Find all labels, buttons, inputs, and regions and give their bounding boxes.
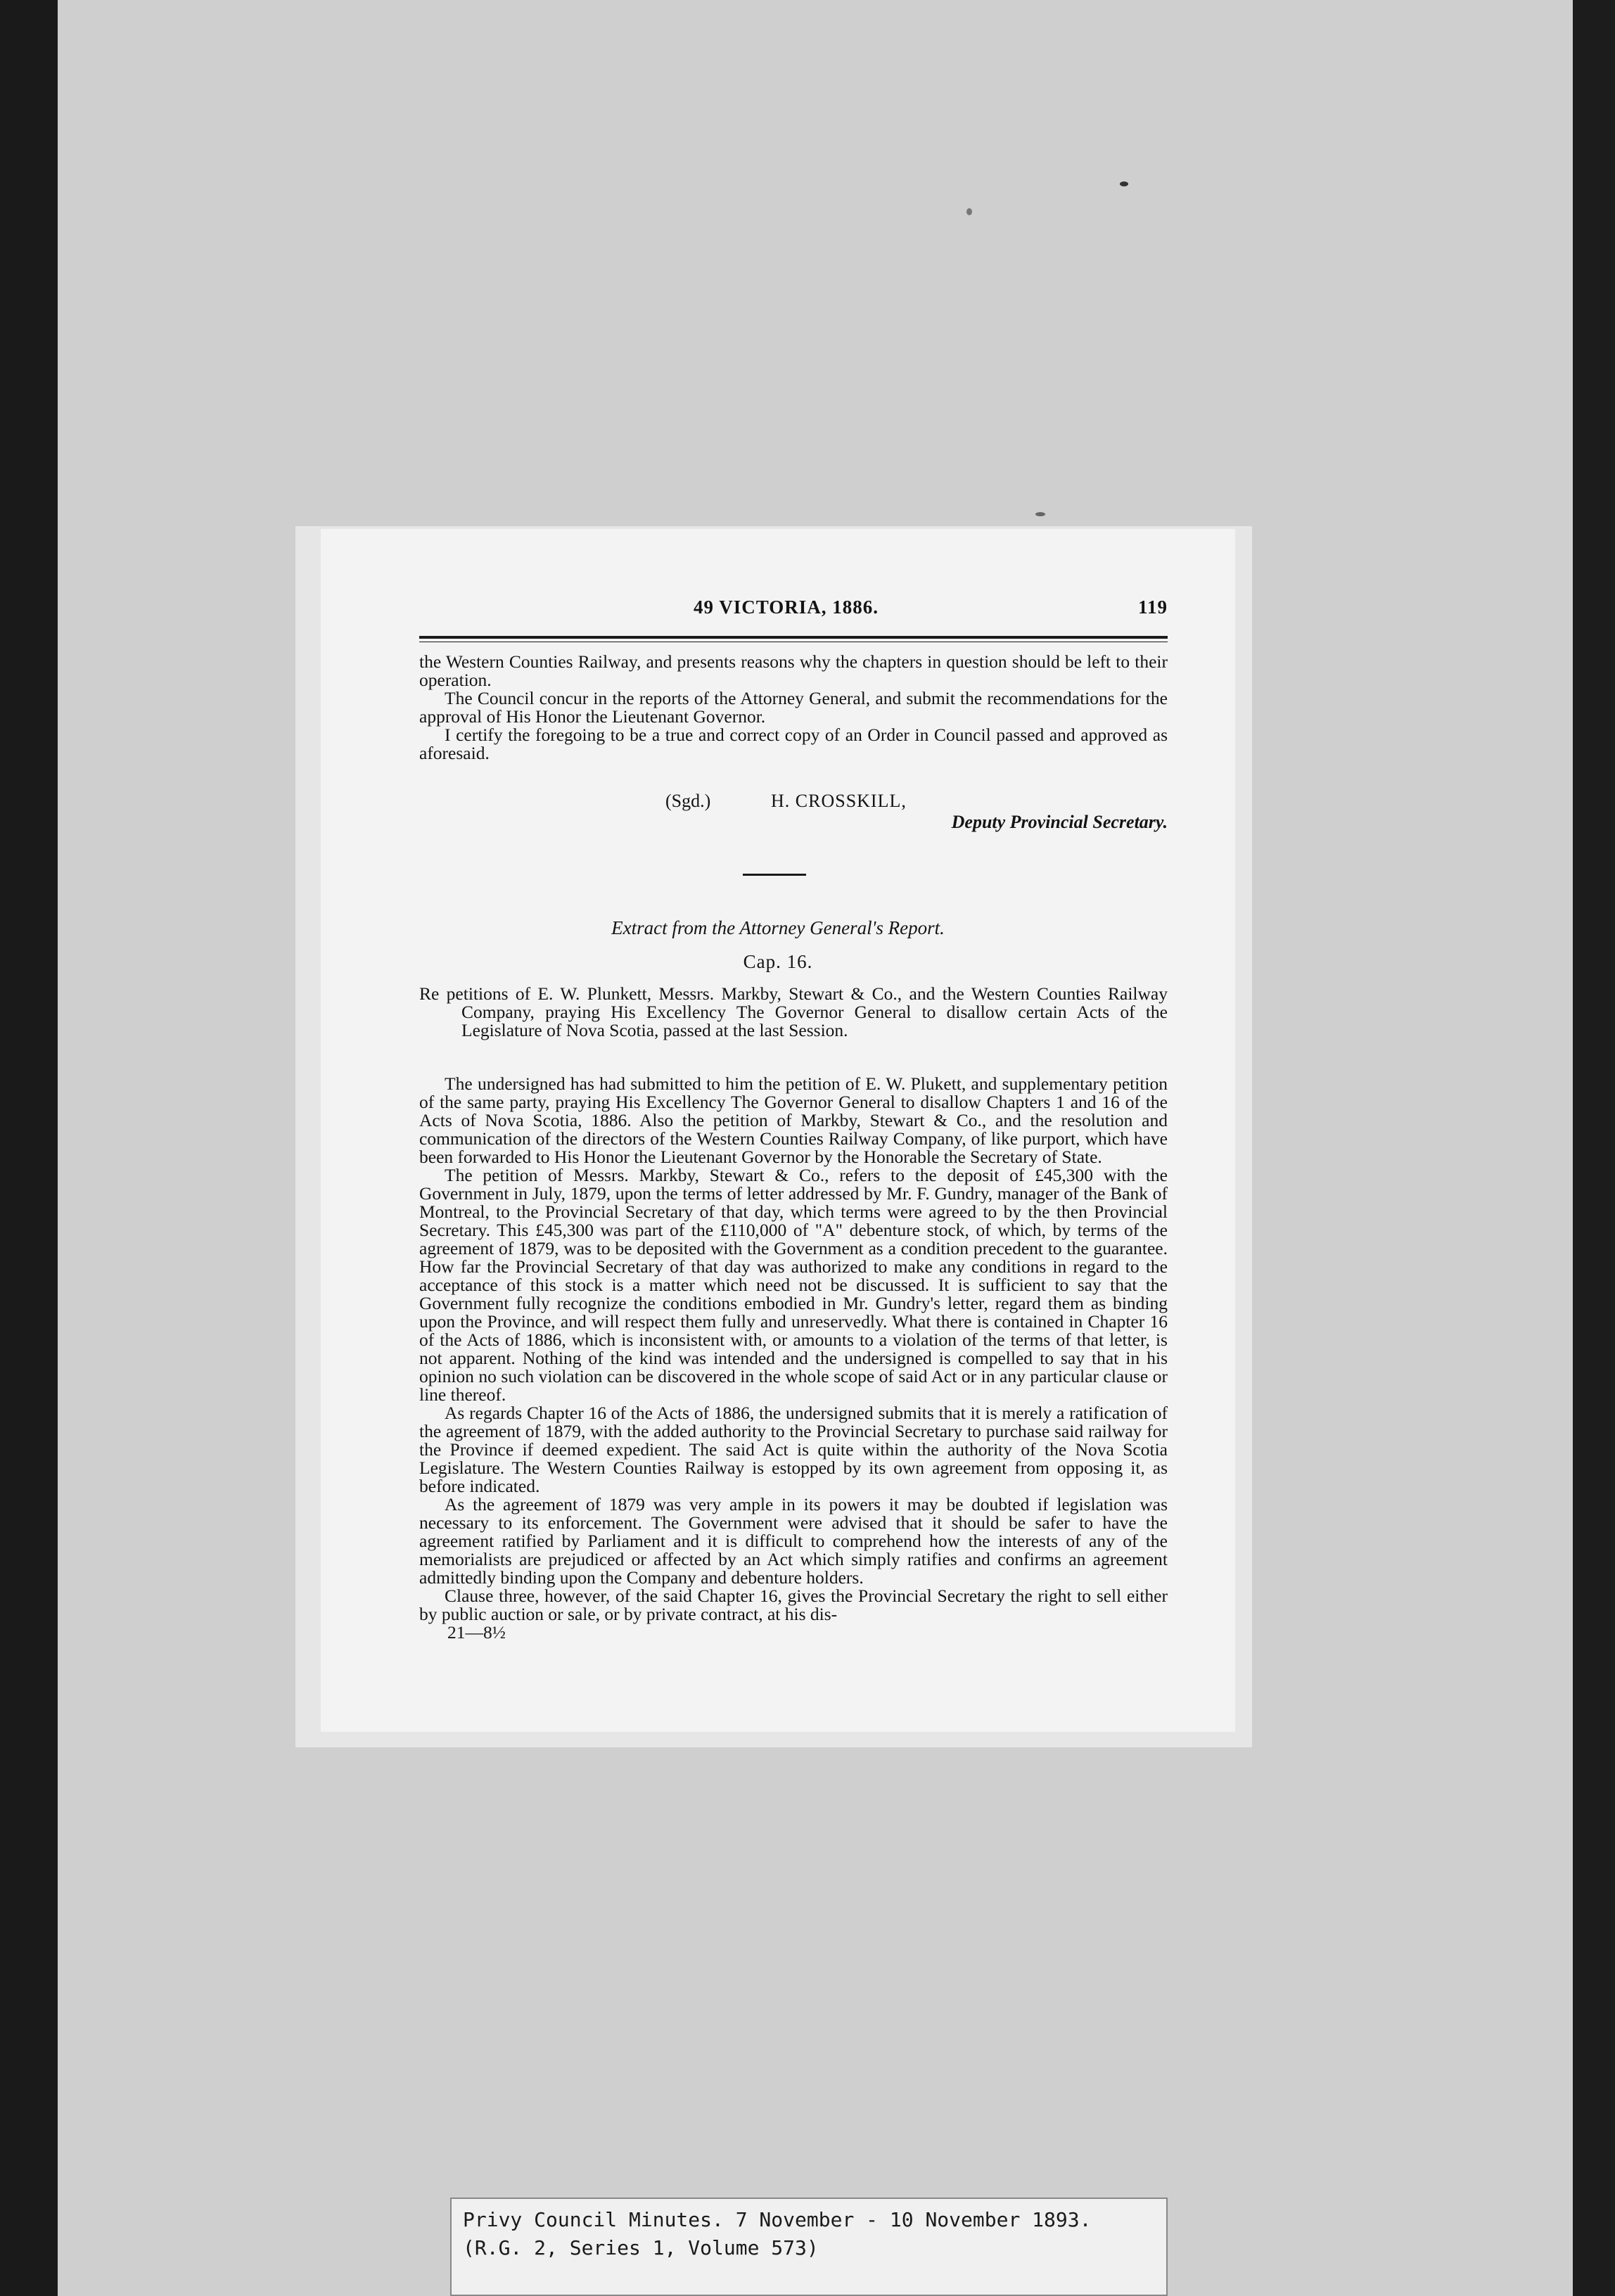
signature-name: H. CROSSKILL, — [771, 791, 907, 811]
section-divider — [743, 874, 806, 876]
running-head — [321, 597, 1235, 625]
document-page — [321, 529, 1235, 1732]
dust-speck — [1035, 512, 1045, 516]
opening-paragraph: I certify the foregoing to be a true and correct copy of an Order in Council passed and approved as aforesaid. — [419, 725, 1168, 763]
opening-text — [419, 653, 1168, 763]
re-paragraph: Re petitions of E. W. Plunkett, Messrs. Markby, Stewart & Co., and the Western Counties Railway Company, praying His Excellency The Governor General to disallow certain Acts of the Legislature of Nova Scotia, passed at the last Session. — [419, 983, 1168, 1040]
dust-speck — [966, 208, 972, 215]
body-text — [419, 1075, 1168, 1642]
re-paragraph-block — [419, 985, 1168, 1040]
body-paragraph: As regards Chapter 16 of the Acts of 1886, the undersigned submits that it is merely a ratification of the agreement of 1879, with the added authority to the Provincial Secretary to purchase said railway for the Province if deemed expedient. The said Act is quite within the authority of the Nova Scotia Legislature. The Western Counties Railway is estopped by its own agreement from opposing it, as before indicated. — [419, 1403, 1168, 1496]
running-head-title: 49 VICTORIA, 1886. — [694, 597, 879, 618]
archive-label-line2: (R.G. 2, Series 1, Volume 573) — [463, 2236, 819, 2259]
opening-paragraph: the Western Counties Railway, and presents reasons why the chapters in question should be left to their operation. — [419, 651, 1168, 690]
archive-label-line1: Privy Council Minutes. 7 November - 10 November 1893. — [463, 2208, 1092, 2231]
header-rule — [419, 636, 1168, 639]
chapter-heading: Cap. 16. — [743, 951, 813, 972]
body-paragraph: As the agreement of 1879 was very ample in its powers it may be doubted if legislation was necessary to its enforcement. The Government were advised that it should be safer to have the agreement ratified by Parliament and it is difficult to comprehend how the interests of any of the memorialists are prejudiced or affected by an Act which simply ratifies and confirms an agreement admittedly binding upon the Company and debenture holders. — [419, 1494, 1168, 1588]
opening-paragraph: The Council concur in the reports of the Attorney General, and submit the recommendations for the approval of His Honor the Lieutenant Governor. — [419, 688, 1168, 727]
body-paragraph: Clause three, however, of the said Chapter 16, gives the Provincial Secretary the right to sell either by public auction or sale, or by private contract, at his dis- — [419, 1586, 1168, 1624]
page-number: 119 — [1137, 597, 1168, 618]
signature-mark: 21—8½ — [447, 1622, 506, 1643]
section-heading: Extract from the Attorney General's Report. — [611, 917, 945, 938]
archive-label — [450, 2198, 1168, 2296]
dust-speck — [1120, 181, 1128, 186]
signature-title: Deputy Provincial Secretary. — [951, 812, 1168, 832]
film-border-right — [1573, 0, 1615, 2296]
film-border-left — [0, 0, 58, 2296]
signature-prefix: (Sgd.) — [665, 791, 711, 811]
body-paragraph: The undersigned has had submitted to him the petition of E. W. Plukett, and supplementary petition of the same party, praying His Excellency The Governor General to disallow Chapters 1 and 16 of the Acts of Nova Scotia, 1886. Also the petition of Markby, Stewart & Co., and the resolution and communication of the directors of the Western Counties Railway Company, of like purport, which have been forwarded to His Honor the Lieutenant Governor by the Honorable the Secretary of State. — [419, 1073, 1168, 1167]
body-paragraph: The petition of Messrs. Markby, Stewart & Co., refers to the deposit of £45,300 with the Government in July, 1879, upon the terms of letter addressed by Mr. F. Gundry, manager of the Bank of Montreal, to the Provincial Secretary of that day, which terms were agreed to by the then Provincial Secretary. This £45,300 was part of the £110,000 of "A" debenture stock, of which, by terms of the agreement of 1879, was to be deposited with the Government as a condition precedent to the guarantee. How far the Provincial Secretary of that day was authorized to make any conditions in regard to the acceptance of this stock is a matter which need not be discussed. It is sufficient to say that the Government fully recognize the conditions embodied in Mr. Gundry's letter, regard them as binding upon the Province, and will respect them fully and unreservedly. What there is contained in Chapter 16 of the Acts of 1886, which is inconsistent with, or amounts to a violation of the terms of that letter, is not apparent. Nothing of the kind was intended and the undersigned is compelled to say that in his opinion no such violation can be discovered in the whole scope of said Act or in any particular clause or line thereof. — [419, 1165, 1168, 1405]
